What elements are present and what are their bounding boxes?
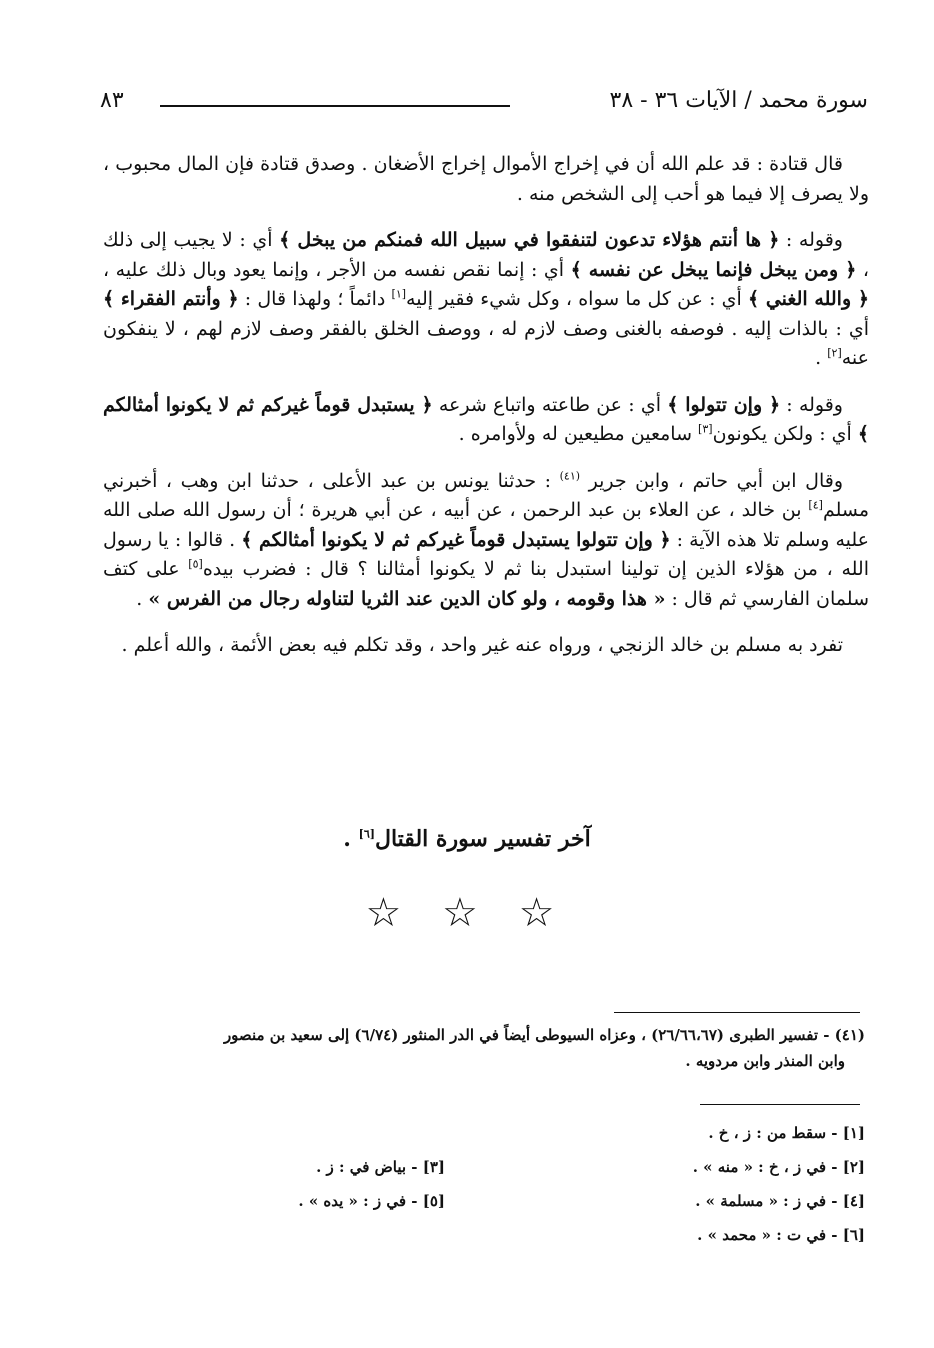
quoted-verse: ﴿ وأنتم الفقراء ﴾ [103,288,239,310]
note-row [120,1192,865,1226]
text-run: . [136,587,149,610]
text-run: أي : عن طاعته واتباع شرعه [432,393,668,416]
paragraph-1 [103,150,869,209]
note-row [120,1124,865,1158]
footnote-main-line2: وابن المنذر وابن مردويه . [685,1052,845,1070]
text-run: قال قتادة : قد علم الله أن في إخراج الأموال إخراج الأضغان . وصدق قتادة فإن المال محبوب ، ولا يصرف إلا فيما هو أحب إلى الشخص منه . [103,153,869,205]
section-end-text: آخر تفسير سورة القتال [374,826,591,852]
note-row [120,1158,865,1192]
quoted-verse: « هذا وقومه ، ولو كان الدين عند الثريا لتناوله رجال من الفرس » [148,587,666,610]
note-4: [٤] - في ز : « مسلمة » . [695,1192,865,1210]
note-ref: [٥] [188,557,203,571]
quoted-verse: ﴿ ومن يبخل فإنما يبخل عن نفسه ﴾ [570,258,857,281]
note-row [120,1226,865,1260]
section-end-heading [0,826,934,852]
text-run: أي : إنما نقص نفسه من الأجر ، وإنما يعود وبال ذلك عليه ، [103,258,571,281]
body-text [103,150,869,678]
text-run: أي : بالذات إليه . فوصفه بالغنى وصف لازم له ، ووصف الخلق بالفقر وصف لازم لهم ، لا ينفكون عنه [103,317,869,369]
footnote-main-line1: (٤١) - تفسير الطبرى (٢٦/٦٦،٦٧) ، وعزاه السيوطى أيضاً في الدر المنثور (٦/٧٤) إلى سعيد بن منصور [223,1026,865,1044]
text-run: وقوله : [780,393,843,416]
note-6: [٦] - في ت : « محمد » . [697,1226,865,1244]
note-ref: [٤] [808,498,823,512]
editorial-notes [120,1124,865,1260]
text-run: بن خالد ، عن العلاء بن عبد الرحمن ، عن أبيه ، عن أبي هريرة ؛ أن رسول الله صلى الله عليه وسلم تلا هذه الآية : [103,499,869,551]
text-run: سامعين مطيعين له ولأوامره . [458,423,699,445]
note-3: [٣] - بياض في : ز . [316,1158,445,1176]
paragraph-5 [103,631,869,661]
page-number: ٨٣ [100,88,124,113]
text-run: دائماً ؛ ولهذا قال : [238,288,392,310]
text-run: . [815,347,828,369]
text-run: أي : عن كل ما سواه ، وكل شيء فقير إليه [406,288,748,310]
footnote-rule [614,1012,860,1013]
footnote-main [105,1022,865,1074]
note-1: [١] - سقط من : ز ، خ . [708,1124,865,1142]
paragraph-3 [103,391,869,450]
text-run: تفرد به مسلم بن خالد الزنجي ، ورواه عنه غير واحد ، وقد تكلم فيه بعض الأئمة ، والله أعلم . [121,634,843,656]
note-ref: (٤١) [559,469,581,483]
quoted-verse: ﴿ والله الغني ﴾ [747,288,869,310]
note-2: [٢] - في ز ، خ : « منه » . [692,1158,865,1176]
paragraph-4 [103,467,869,615]
note-5: [٥] - في ز : « يده » . [298,1192,445,1210]
text-run: أي : لا يجيب إلى ذلك ، [103,229,869,281]
text-run: وقال ابن أبي حاتم ، وابن جرير [580,469,843,492]
quoted-verse: ﴿ يستبدل قوماً غيركم ثم لا يكونوا أمثالكم ﴾ [103,393,869,445]
page-header [100,88,868,128]
quoted-verse: ﴿ وإن تتولوا ﴾ [667,393,781,416]
text-run: : حدثنا يونس بن عبد الأعلى ، حدثنا ابن وهب ، أخبرني مسلم [103,469,869,521]
section-end-tail: . [343,826,359,852]
stars-ornament: ☆ ☆ ☆ [365,890,569,936]
notes-rule [700,1104,860,1105]
paragraph-2 [103,226,869,374]
note-ref: [٣] [698,422,713,436]
note-ref: [١] [391,287,407,301]
quoted-verse: ﴿ وإن تتولوا يستبدل قوماً غيركم ثم لا يكونوا أمثالكم ﴾ [241,528,671,551]
text-run: على كتف سلمان الفارسي ثم قال : [103,558,869,610]
text-run: . قالوا : يا رسول الله ، من هؤلاء الذين إن تولينا استبدل بنا ثم لا يكونوا أمثالنا ؟ قال : فضرب بيده [103,528,869,580]
header-rule [160,105,510,107]
text-run: أي : ولكن يكونون [712,423,858,445]
quoted-verse: ﴿ ها أنتم هؤلاء تدعون لتنفقوا في سبيل الله فمنكم من يبخل ﴾ [279,229,780,251]
running-title: سورة محمد / الآيات ٣٦ - ٣٨ [609,88,868,113]
section-end-note-ref: [٦] [358,827,375,841]
note-ref: [٢] [827,346,842,360]
text-run: وقوله : [779,229,843,251]
